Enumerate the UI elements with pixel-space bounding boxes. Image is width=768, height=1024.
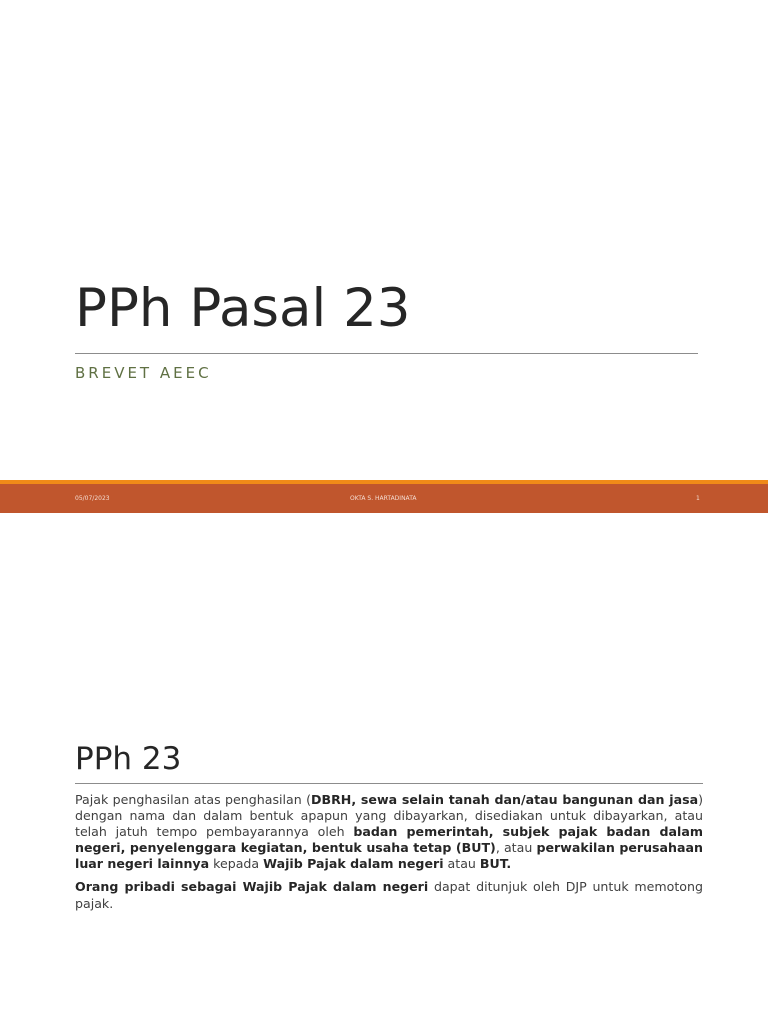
footer-date: 05/07/2023 [75, 495, 110, 502]
slide-footer-bar [0, 480, 768, 513]
bold-run: Wajib Pajak dalam negeri [263, 856, 444, 872]
slide-1-title: PPh Pasal 23 [75, 278, 411, 339]
bold-run: badan pemerintah, subjek pajak badan dalam negeri, penyelenggara kegiatan, bentuk usaha tetap (BUT) [75, 824, 703, 856]
bold-run: Orang pribadi sebagai Wajib Pajak dalam negeri [75, 879, 429, 895]
bold-run: DBRH, sewa selain tanah dan/atau bangunan dan jasa [311, 792, 699, 807]
text-run: , atau [495, 840, 537, 856]
bold-run: BUT. [479, 856, 512, 872]
title-divider [75, 783, 703, 784]
slide-2 [0, 513, 768, 1024]
definition-paragraph [75, 792, 703, 872]
slide-1-subtitle: BREVET AEEC [75, 364, 212, 382]
footer-author: OKTA S. HARTADINATA [350, 495, 417, 502]
text-run: ) dengan nama dan dalam bentuk apapun yang dibayarkan, disediakan untuk dibayarkan, atau telah jatuh tempo pembayarannya oleh [75, 792, 703, 840]
text-run: atau [443, 856, 480, 872]
text-run: dapat ditunjuk oleh DJP untuk memotong pajak. [75, 879, 703, 911]
slide-2-title: PPh 23 [75, 741, 182, 777]
slide-2-body [75, 792, 703, 919]
text-run: kepada [209, 856, 264, 872]
individual-taxpayer-paragraph [75, 879, 703, 911]
title-divider [75, 353, 698, 354]
text-run: Pajak penghasilan atas penghasilan ( [75, 792, 312, 807]
bold-run: perwakilan perusahaan luar negeri lainnya [75, 840, 703, 872]
footer-page-number: 1 [696, 495, 700, 502]
slide-1 [0, 0, 768, 480]
